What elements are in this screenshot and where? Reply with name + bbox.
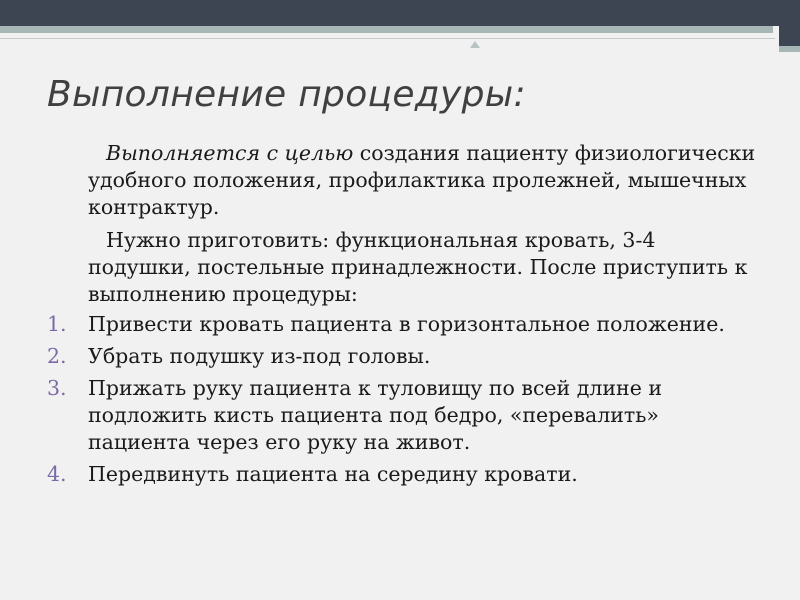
list-item [0, 461, 800, 488]
list-item-number: 3. [47, 376, 67, 400]
list-item-number: 1. [47, 312, 67, 336]
list-item-text: Убрать подушку из-под головы. [88, 344, 431, 368]
list-item [0, 311, 800, 338]
list-item-number: 2. [47, 344, 67, 368]
corner-decoration [779, 26, 800, 52]
list-item-text: Привести кровать пациента в горизонтальное положение. [88, 312, 725, 336]
intro-italic-lead: Выполняется с целью [106, 141, 354, 165]
list-item-text: Передвинуть пациента на середину кровати. [88, 462, 578, 486]
slide-body [0, 140, 800, 493]
header-accent-stripe [0, 26, 773, 33]
slide-title: Выполнение процедуры: [47, 74, 526, 115]
header-bar [0, 0, 800, 26]
list-item [0, 375, 800, 456]
intro-paragraph [0, 140, 800, 221]
preparation-paragraph: Нужно приготовить: функциональная кровать, 3-4 подушки, постельные принадлежности. После приступить к выполнению процедуры: [88, 228, 748, 306]
intro-text: создания пациенту физиологически удобного положения, профилактика пролежней, мышечных контрактур. [88, 141, 756, 219]
list-item [0, 343, 800, 370]
procedure-steps-list [0, 311, 800, 488]
list-item-number: 4. [47, 462, 67, 486]
header-divider [0, 38, 775, 39]
triangle-marker-icon [470, 41, 480, 48]
list-item-text: Прижать руку пациента к туловищу по всей длине и подложить кисть пациента под бедро, «перевалить» пациента через его руку на живот. [88, 376, 663, 454]
